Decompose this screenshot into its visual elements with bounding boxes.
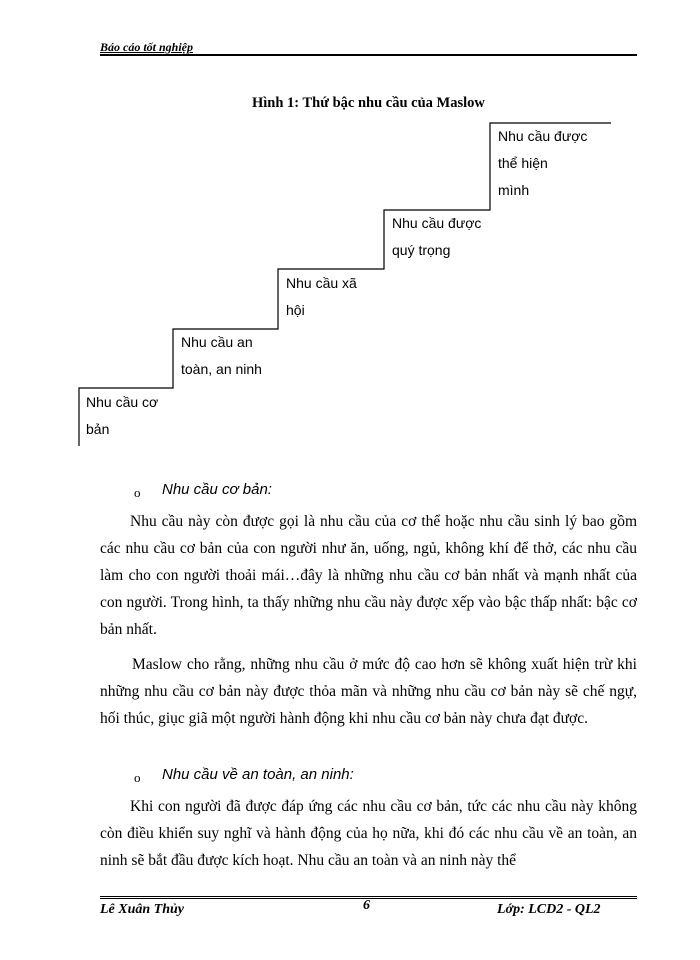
step-esteem-line-1: Nhu cầu được <box>392 215 482 231</box>
footer-class-label: Lớp: LCD2 - QL2 <box>497 902 601 917</box>
step-safety-needs <box>181 329 262 383</box>
bullet-marker: o <box>134 770 141 785</box>
step-basic-line-1: Nhu cầu cơ <box>86 394 159 410</box>
step-social-line-1: Nhu cầu xã <box>286 275 357 291</box>
paragraph-maslow-view: Maslow cho rằng, những nhu cầu ở mức độ cao hơn sẽ không xuất hiện trừ khi những nhu cầu cơ bản này được thỏa mãn và những nhu cầu cơ bản này sẽ chế ngự, hối thúc, giục giã một người hành động khi nhu cầu cơ bản này chưa đạt được. <box>100 656 637 727</box>
bullet-marker: o <box>134 485 141 500</box>
paragraph-basic-needs: Nhu cầu này còn được gọi là nhu cầu của cơ thể hoặc nhu cầu sinh lý bao gồm các nhu cầu cơ bản của con người như ăn, uống, ngủ, không khí để thở, các nhu cầu làm cho con người thoải mái…đây là những nhu cầu cơ bản nhất và mạnh nhất của con người. Trong hình, ta thấy những nhu cầu này được xếp vào bậc thấp nhất: bậc cơ bản nhất. <box>100 513 637 638</box>
step-self-line-3: mình <box>498 182 530 198</box>
step-self-line-1: Nhu cầu được <box>498 128 588 144</box>
step-basic-needs <box>86 389 158 443</box>
step-social-line-2: hội <box>286 302 305 318</box>
header-title: Báo cáo tốt nghiệp <box>100 40 194 54</box>
section-heading-basic-needs: Nhu cầu cơ bản: <box>162 481 272 498</box>
step-basic-line-2: bản <box>86 421 110 437</box>
footer-page-number: 6 <box>363 898 370 913</box>
step-safety-line-1: Nhu cầu an <box>181 334 253 350</box>
footer-author: Lê Xuân Thủy <box>100 902 185 917</box>
paragraph-safety-needs: Khi con người đã được đáp ứng các nhu cầu cơ bản, tức các nhu cầu này không còn điều khiển suy nghĩ và hành động của họ nữa, khi đó các nhu cầu về an toàn, an ninh sẽ bắt đầu được kích hoạt. Nhu cầu an toàn và an ninh này thể <box>100 798 637 869</box>
section-heading-safety-needs: Nhu cầu về an toàn, an ninh: <box>162 766 354 783</box>
step-safety-line-2: toàn, an ninh <box>181 361 262 377</box>
step-self-actualization-needs <box>498 123 587 204</box>
step-esteem-needs <box>392 210 481 264</box>
figure-title: Hình 1: Thứ bậc nhu cầu của Maslow <box>252 95 485 111</box>
step-self-line-2: thể hiện <box>498 155 548 171</box>
step-social-needs <box>286 270 357 324</box>
step-esteem-line-2: quý trọng <box>392 242 451 258</box>
